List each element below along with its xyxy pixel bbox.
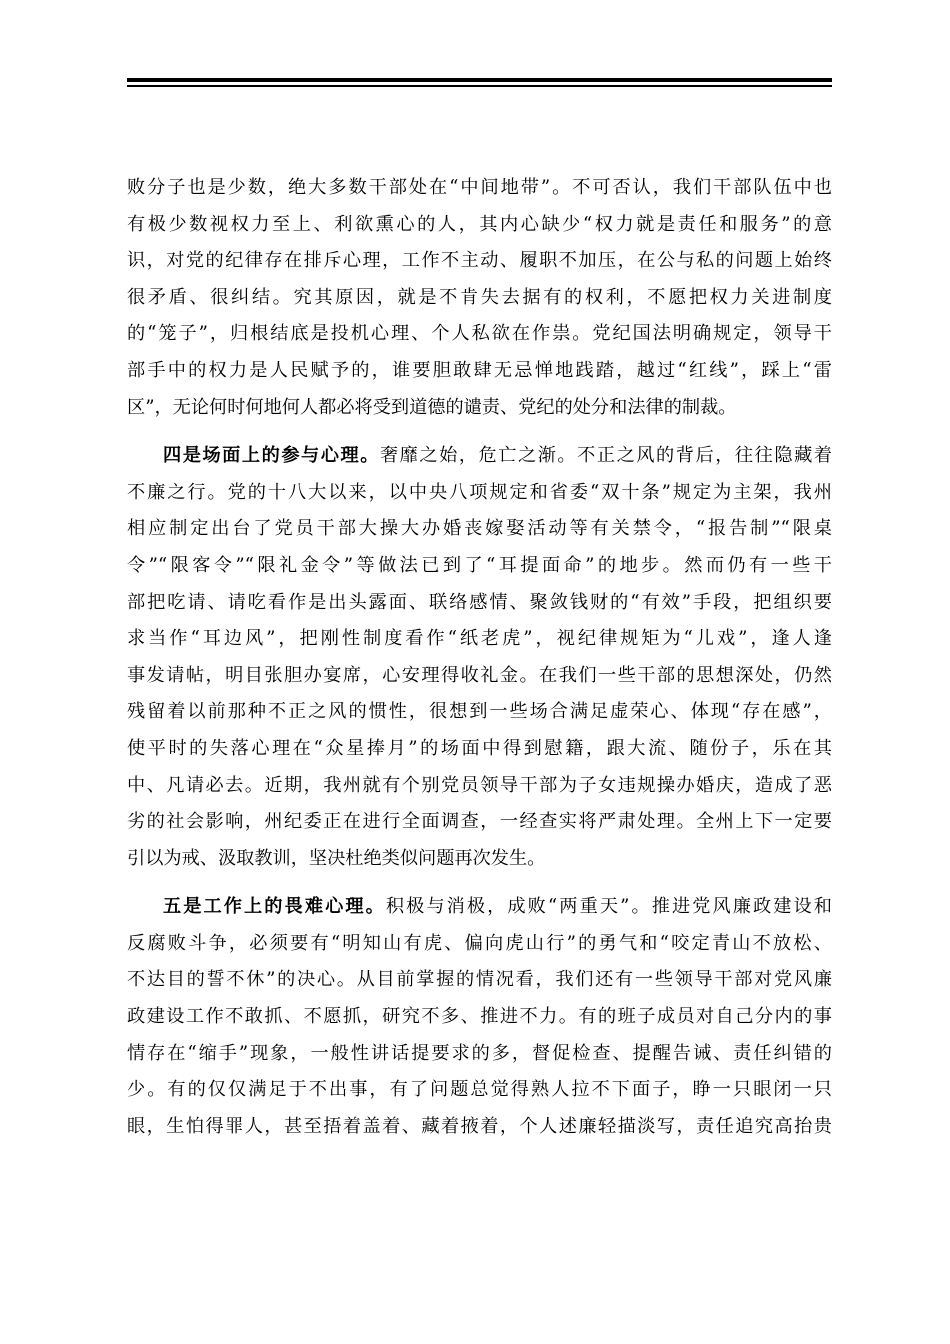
text-line [127,438,832,475]
paragraph-heading: 四是场面上的参与心理。 [163,445,380,467]
text-line: 区”，无论何时何地何人都必将受到道德的谴责、党纪的处分和法律的制裁。 [127,396,737,418]
text-line: 很矛盾、很纠结。究其原因，就是不肯失去据有的权利，不愿把权力关进制度 [127,286,832,308]
text-line: 相应制定出台了党员干部大操大办婚丧嫁娶活动等有关禁令，“报告制”“限桌 [127,518,832,540]
text-line: 识，对党的纪律存在排斥心理，工作不主动、履职不加压，在公与私的问题上始终 [127,250,832,272]
text-line: 的“笼子”，归根结底是投机心理、个人私欲在作祟。党纪国法明确规定，领导干 [127,323,832,345]
text-line: 求当作“耳边风”，把刚性制度看作“纸老虎”，视纪律规矩为“儿戏”，逢人逢 [127,628,832,650]
paragraph-1 [127,170,832,426]
text-line: 眼，生怕得罪人，甚至捂着盖着、藏着掖着，个人述廉轻描淡写，责任追究高抬贵 [127,1115,832,1137]
text-line: 部手中的权力是人民赋予的，谁要胆敢肆无忌惮地践踏，越过“红线”，踩上“雷 [127,359,832,381]
text-line: 事发请帖，明目张胆办宴席，心安理得收礼金。在我们一些干部的思想深处，仍然 [127,664,832,686]
text-line: 令”“限客令”“限礼金令”等做法已到了“耳提面命”的地步。然而仍有一些干 [127,554,832,576]
text-run: 奢靡之始，危亡之渐。不正之风的背后，往往隐藏着 [379,445,832,467]
text-line: 少。有的仅仅满足于不出事，有了问题总觉得熟人拉不下面子，睁一只眼闭一只 [127,1079,832,1101]
text-line: 政建设工作不敢抓、不愿抓，研究不多、推进不力。有的班子成员对自己分内的事 [127,1006,832,1028]
paragraph-2 [127,438,832,877]
text-line: 劣的社会影响，州纪委正在进行全面调查，一经查实将严肃处理。全州上下一定要 [127,811,832,833]
paragraph-3 [127,889,832,1145]
text-line: 残留着以前那种不正之风的惯性，很想到一些场合满足虚荣心、体现“存在感”， [127,701,832,723]
text-line: 不达目的誓不休”的决心。从目前掌握的情况看，我们还有一些领导干部对党风廉 [127,969,832,991]
text-line: 败分子也是少数，绝大多数干部处在“中间地带”。不可否认，我们干部队伍中也 [127,177,832,198]
header-rule-thin [127,85,832,87]
text-line: 部把吃请、请吃看作是出头露面、联络感情、聚敛钱财的“有效”手段，把组织要 [127,591,832,613]
text-line [127,889,832,926]
header-rule-thick [127,78,832,82]
text-line: 中、凡请必去。近期，我州就有个别党员领导干部为子女违规操办婚庆，造成了恶 [127,774,832,796]
header-double-rule [127,78,832,88]
document-body [127,170,832,1145]
text-line: 有极少数视权力至上、利欲熏心的人，其内心缺少“权力就是责任和服务”的意 [127,213,832,235]
text-line: 使平时的失落心理在“众星捧月”的场面中得到慰籍，跟大流、随份子，乐在其 [127,737,832,759]
text-run: 积极与消极，成败“两重天”。推进党风廉政建设和 [385,896,832,918]
text-line: 情存在“缩手”现象，一般性讲话提要求的多，督促检查、提醒告诫、责任纠错的 [127,1042,832,1064]
text-line: 不廉之行。党的十八大以来，以中央八项规定和省委“双十条”规定为主架，我州 [127,481,832,503]
paragraph-heading: 五是工作上的畏难心理。 [163,896,386,918]
text-line: 引以为戒、汲取教训，坚决杜绝类似问题再次发生。 [127,847,546,869]
text-line: 反腐败斗争，必须要有“明知山有虎、偏向虎山行”的勇气和“咬定青山不放松、 [127,932,832,954]
